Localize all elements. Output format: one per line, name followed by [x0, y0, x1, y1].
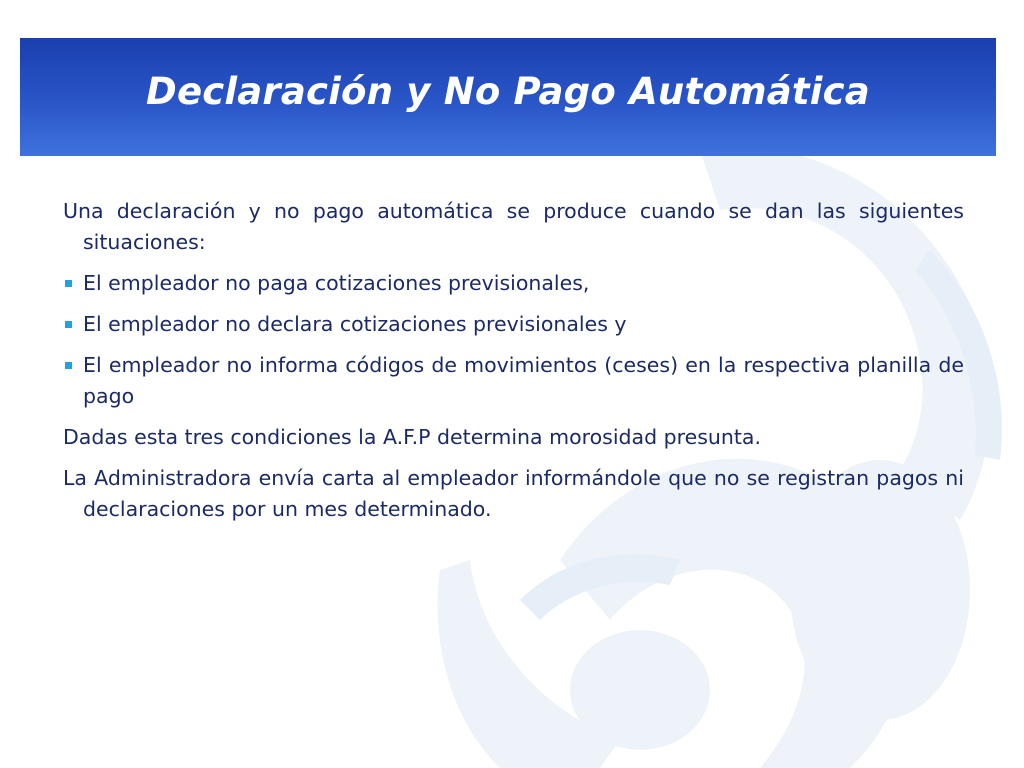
letter-paragraph: La Administradora envía carta al empleador informándole que no se registran pagos ni declaraciones por un mes determinado.: [63, 466, 964, 521]
bullet-item: [63, 350, 964, 412]
intro-paragraph: Una declaración y no pago automática se produce cuando se dan las siguientes situaciones:: [63, 199, 964, 254]
title-banner: [20, 38, 996, 156]
bullet-text: El empleador no paga cotizaciones previsionales,: [83, 271, 590, 295]
square-bullet-icon: [65, 321, 72, 328]
bullet-text: El empleador no informa códigos de movimientos (ceses) en la respectiva planilla de pago: [83, 353, 964, 408]
square-bullet-icon: [65, 280, 72, 287]
slide-title: Declaración y No Pago Automática: [146, 70, 870, 113]
condition-paragraph: Dadas esta tres condiciones la A.F.P determina morosidad presunta.: [63, 425, 762, 449]
bullet-item: [63, 309, 964, 340]
bullet-text: El empleador no declara cotizaciones previsionales y: [83, 312, 627, 336]
bullet-item: [63, 268, 964, 299]
slide-body: [63, 196, 964, 535]
square-bullet-icon: [65, 362, 72, 369]
